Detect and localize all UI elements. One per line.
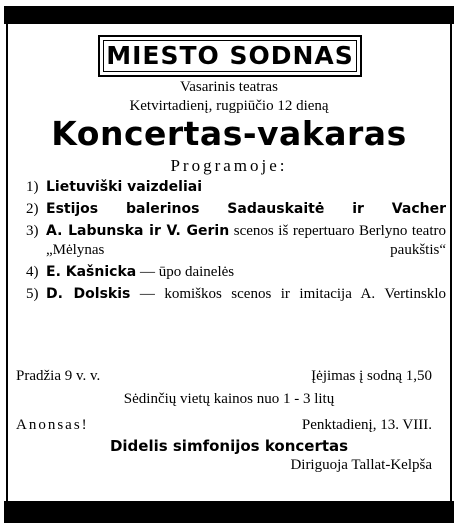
date-line: Ketvirtadienį, rugpiūčio 12 dieną [129,98,329,114]
program-list [26,178,446,307]
seat-prices: Sėdinčių vietų kainos nuo 1 - 3 litų [123,391,335,407]
item-description: — komiškos scenos ir imitacija A. Vertinsklo [130,286,446,302]
left-border-rule [6,24,8,501]
right-border-rule [450,24,452,501]
ad-title: MIESTO SODNAS [98,35,362,77]
program-item [26,285,446,304]
entry-price: Įėjimas į sodną 1,50 [311,368,432,384]
item-performer: Estijos balerinos Sadauskaitė ir Vacher [46,201,446,217]
item-performer: Lietuviški vaizdeliai [46,179,202,195]
announcement-label: Anonsas! [16,417,89,433]
item-performer: D. Dolskis [46,286,131,302]
theatre-line: Vasarinis teatras [180,79,278,95]
item-number: 3) [26,223,39,239]
top-border-bar [4,6,454,24]
headline: Koncertas-vakaras [51,114,407,153]
item-performer: E. Kašnicka [46,264,137,280]
item-number: 5) [26,286,39,302]
conductor-line: Diriguoja Tallat-Kelpša [290,457,432,473]
item-description: — ūpo dainelės [136,264,235,280]
start-time: Pradžia 9 v. v. [16,368,101,384]
item-number: 1) [26,179,39,195]
program-item [26,200,446,219]
bottom-border-bar [4,501,454,523]
announcement-date: Penktadienį, 13. VIII. [301,417,432,433]
program-heading: Programoje: [170,156,288,175]
item-description: scenos iš repertuaro Berlyno teatro „Mėlynas paukštis“ [46,223,447,258]
item-number: 2) [26,201,39,217]
announcement-event: Didelis simfonijos koncertas [109,437,349,455]
program-item [26,222,446,260]
item-performer: A. Labunska ir V. Gerin [46,223,230,239]
advertisement [12,24,446,501]
item-number: 4) [26,264,39,280]
program-item [26,263,446,282]
program-item [26,178,446,197]
